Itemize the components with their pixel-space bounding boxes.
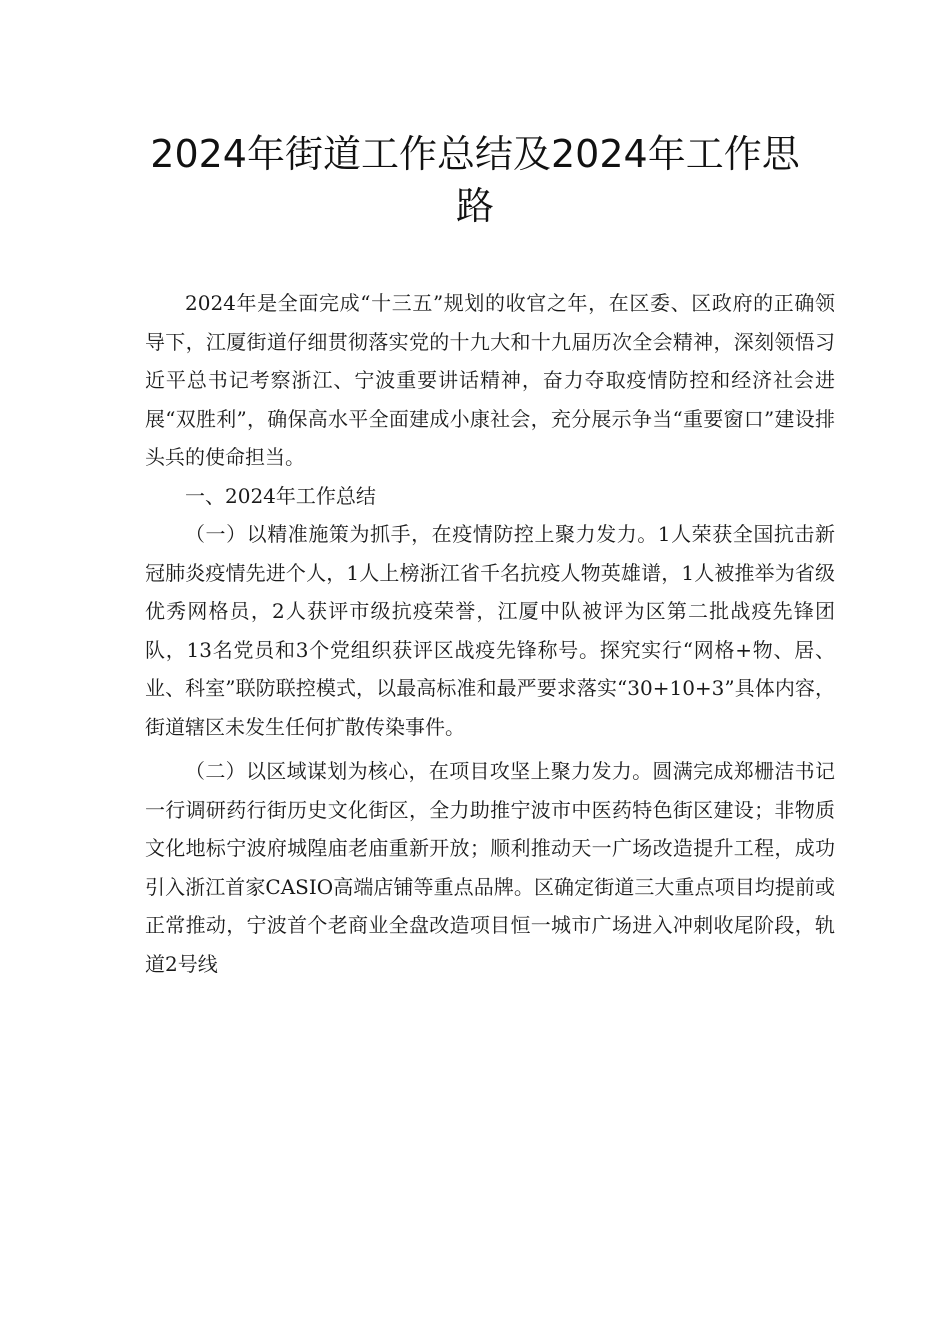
document-title [120,128,830,232]
paragraph-project-planning: （二）以区域谋划为核心，在项目攻坚上聚力发力。圆满完成郑栅洁书记一行调研药行街历史文化街区，全力助推宁波市中医药特色街区建设；非物质文化地标宁波府城隍庙老庙重新开放；顺利推动天一广场改造提升工程，成功引入浙江首家CASIO高端店铺等重点品牌。区确定街道三大重点项目均提前或正常推动，宁波首个老商业全盘改造项目恒一城市广场进入冲刺收尾阶段，轨道2号线 [145,759,835,976]
title-line-2: 路 [455,184,494,228]
section-heading-summary: 一、2024年工作总结 [185,483,376,508]
document-body [145,284,835,983]
intro-paragraph: 2024年是全面完成“十三五”规划的收官之年，在区委、区政府的正确领导下，江厦街道仔细贯彻落实党的十九大和十九届历次全会精神，深刻领悟习近平总书记考察浙江、宁波重要讲话精神，奋力夺取疫情防控和经济社会进展“双胜利”，确保高水平全面建成小康社会，充分展示争当“重要窗口”建设排头兵的使命担当。 [145,291,835,469]
paragraph-epidemic-control: （一）以精准施策为抓手，在疫情防控上聚力发力。1人荣获全国抗击新冠肺炎疫情先进个人，1人上榜浙江省千名抗疫人物英雄谱，1人被推举为省级优秀网格员，2人获评市级抗疫荣誉，江厦中队被评为区第二批战疫先锋团队，13名党员和3个党组织获评区战疫先锋称号。探究实行“网格+物、居、业、科室”联防联控模式，以最高标准和最严要求落实“30+10+3”具体内容，街道辖区未发生任何扩散传染事件。 [145,522,835,739]
title-line-1: 2024年街道工作总结及2024年工作思 [150,132,800,176]
